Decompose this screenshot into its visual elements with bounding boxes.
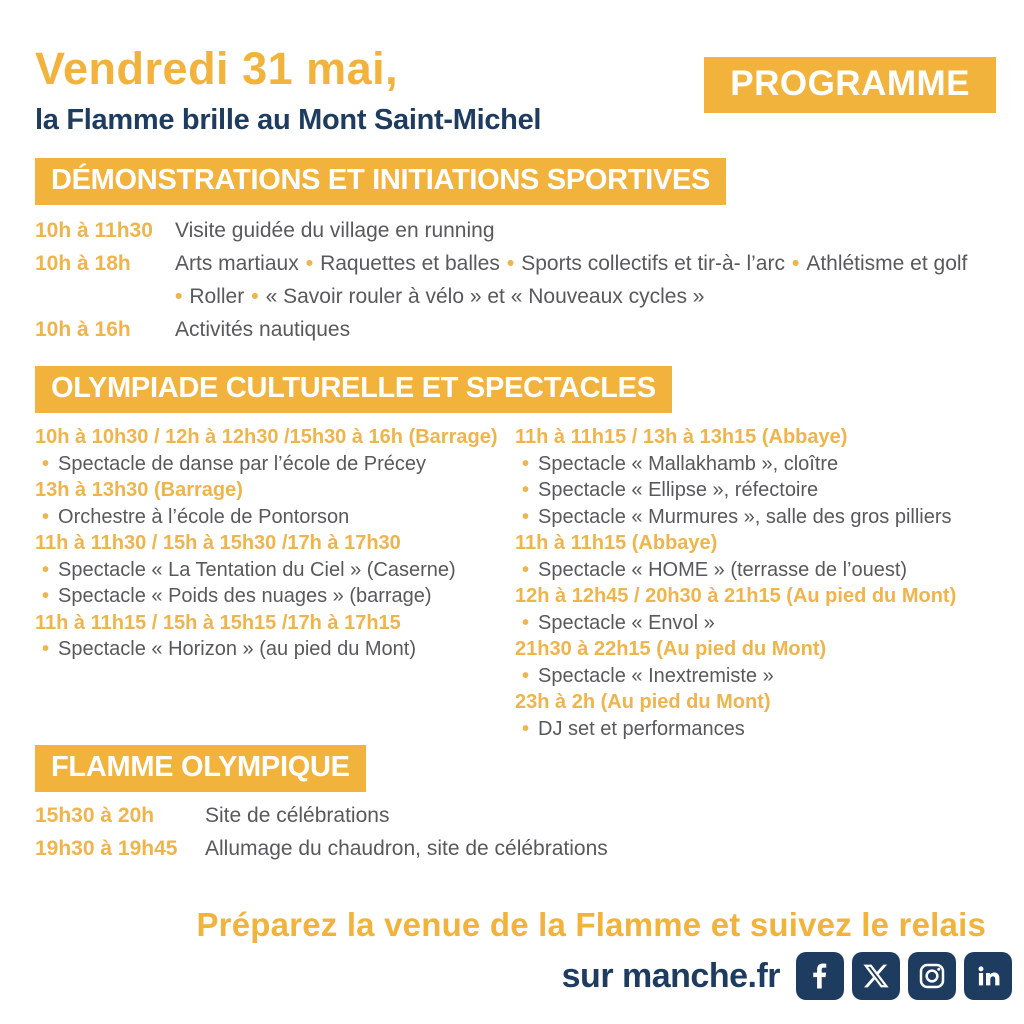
show-item: • Spectacle de danse par l’école de Précey [42, 452, 427, 475]
time-label: 13h à 13h30 (Barrage) [35, 479, 243, 501]
time-label: 19h30 à 19h45 [35, 837, 178, 860]
activity-text: Arts martiaux • Raquettes et balles • Sports collectifs et tir-à- l’arc • Athlétisme et golf • Roller • « Savoir rouler à vélo » et « Nouveaux cycles » [175, 252, 968, 308]
bullet-separator: • [175, 285, 183, 308]
show-item: • Spectacle « Murmures », salle des gros pilliers [522, 505, 952, 528]
schedule-row [35, 247, 967, 313]
bullet-separator: • [251, 285, 259, 308]
show-item: • Spectacle « Mallakhamb », cloître [522, 452, 839, 475]
footer-cta: Préparez la venue de la Flamme et suivez le relais [196, 906, 986, 943]
bullet-icon: • [42, 638, 50, 660]
bullet-icon: • [522, 452, 530, 475]
bullet-icon: • [42, 452, 50, 475]
section-flamme-rows [35, 799, 608, 865]
section-olympiade-columns [35, 424, 1015, 742]
header [35, 44, 541, 137]
section-heading-demonstrations: DÉMONSTRATIONS ET INITIATIONS SPORTIVES [35, 158, 726, 205]
x-icon[interactable] [852, 952, 900, 1000]
bullet-icon: • [522, 664, 530, 687]
time-label: 11h à 11h15 / 15h à 15h15 /17h à 17h15 [35, 611, 401, 634]
time-label: 11h à 11h30 / 15h à 15h30 /17h à 17h30 [35, 532, 401, 554]
show-item: • Spectacle « Inextremiste » [522, 664, 774, 687]
programme-badge: PROGRAMME [704, 57, 996, 113]
bullet-separator: • [506, 252, 515, 275]
schedule-row [35, 313, 967, 346]
time-label: 11h à 11h15 / 13h à 13h15 (Abbaye) [515, 426, 848, 448]
bullet-icon: • [522, 558, 530, 581]
show-item: • Spectacle « Poids des nuages » (barrage) [42, 585, 432, 607]
facebook-icon[interactable] [796, 952, 844, 1000]
show-item: • Spectacle « HOME » (terrasse de l’ouest) [522, 558, 908, 581]
time-label: 10h à 11h30 [35, 219, 153, 242]
time-label: 10h à 18h [35, 252, 131, 275]
time-label: 10h à 10h30 / 12h à 12h30 /15h30 à 16h (Barrage) [35, 426, 498, 448]
footer [0, 906, 1012, 1000]
section-heading-olympiade: OLYMPIADE CULTURELLE ET SPECTACLES [35, 366, 672, 413]
time-label: 12h à 12h45 / 20h30 à 21h15 (Au pied du Mont) [515, 585, 957, 607]
schedule-row [35, 832, 608, 865]
time-label: 21h30 à 22h15 (Au pied du Mont) [515, 638, 827, 660]
bullet-separator: • [791, 252, 800, 275]
bullet-icon: • [42, 505, 50, 528]
section-heading-flamme: FLAMME OLYMPIQUE [35, 745, 366, 792]
schedule-row [35, 214, 967, 247]
bullet-icon: • [522, 479, 530, 501]
time-label: 23h à 2h (Au pied du Mont) [515, 691, 771, 713]
bullet-separator: • [305, 252, 314, 275]
activity-text: Site de célébrations [205, 804, 390, 827]
instagram-icon[interactable] [908, 952, 956, 1000]
show-item: • Spectacle « Horizon » (au pied du Mont) [42, 638, 416, 660]
schedule-row [35, 799, 608, 832]
time-label: 15h30 à 20h [35, 804, 155, 827]
time-label: 11h à 11h15 (Abbaye) [515, 532, 718, 554]
show-item: • DJ set et performances [522, 717, 745, 740]
bullet-icon: • [522, 717, 530, 740]
section-demonstrations-rows [35, 214, 967, 346]
time-label: 10h à 16h [35, 318, 131, 341]
page-subtitle: la Flamme brille au Mont Saint-Michel [35, 103, 542, 136]
olympiade-right-column [515, 424, 1015, 742]
social-icons [796, 952, 1012, 1000]
activity-text: Visite guidée du village en running [175, 219, 495, 242]
show-item: • Spectacle « Envol » [522, 611, 715, 634]
bullet-icon: • [522, 505, 530, 528]
manche-fr-link[interactable]: sur manche.fr [561, 956, 780, 995]
olympiade-left-column [35, 424, 515, 742]
footer-site-row [0, 952, 1012, 1000]
show-item: • Spectacle « La Tentation du Ciel » (Caserne) [42, 558, 456, 581]
activity-text: Activités nautiques [175, 318, 351, 341]
activity-text: Allumage du chaudron, site de célébrations [205, 837, 608, 860]
bullet-icon: • [42, 558, 50, 581]
bullet-icon: • [42, 585, 50, 607]
bullet-icon: • [522, 611, 530, 634]
page-title: Vendredi 31 mai, [35, 43, 399, 94]
show-item: • Orchestre à l’école de Pontorson [42, 505, 350, 528]
show-item: • Spectacle « Ellipse », réfectoire [522, 479, 819, 501]
linkedin-icon[interactable] [964, 952, 1012, 1000]
